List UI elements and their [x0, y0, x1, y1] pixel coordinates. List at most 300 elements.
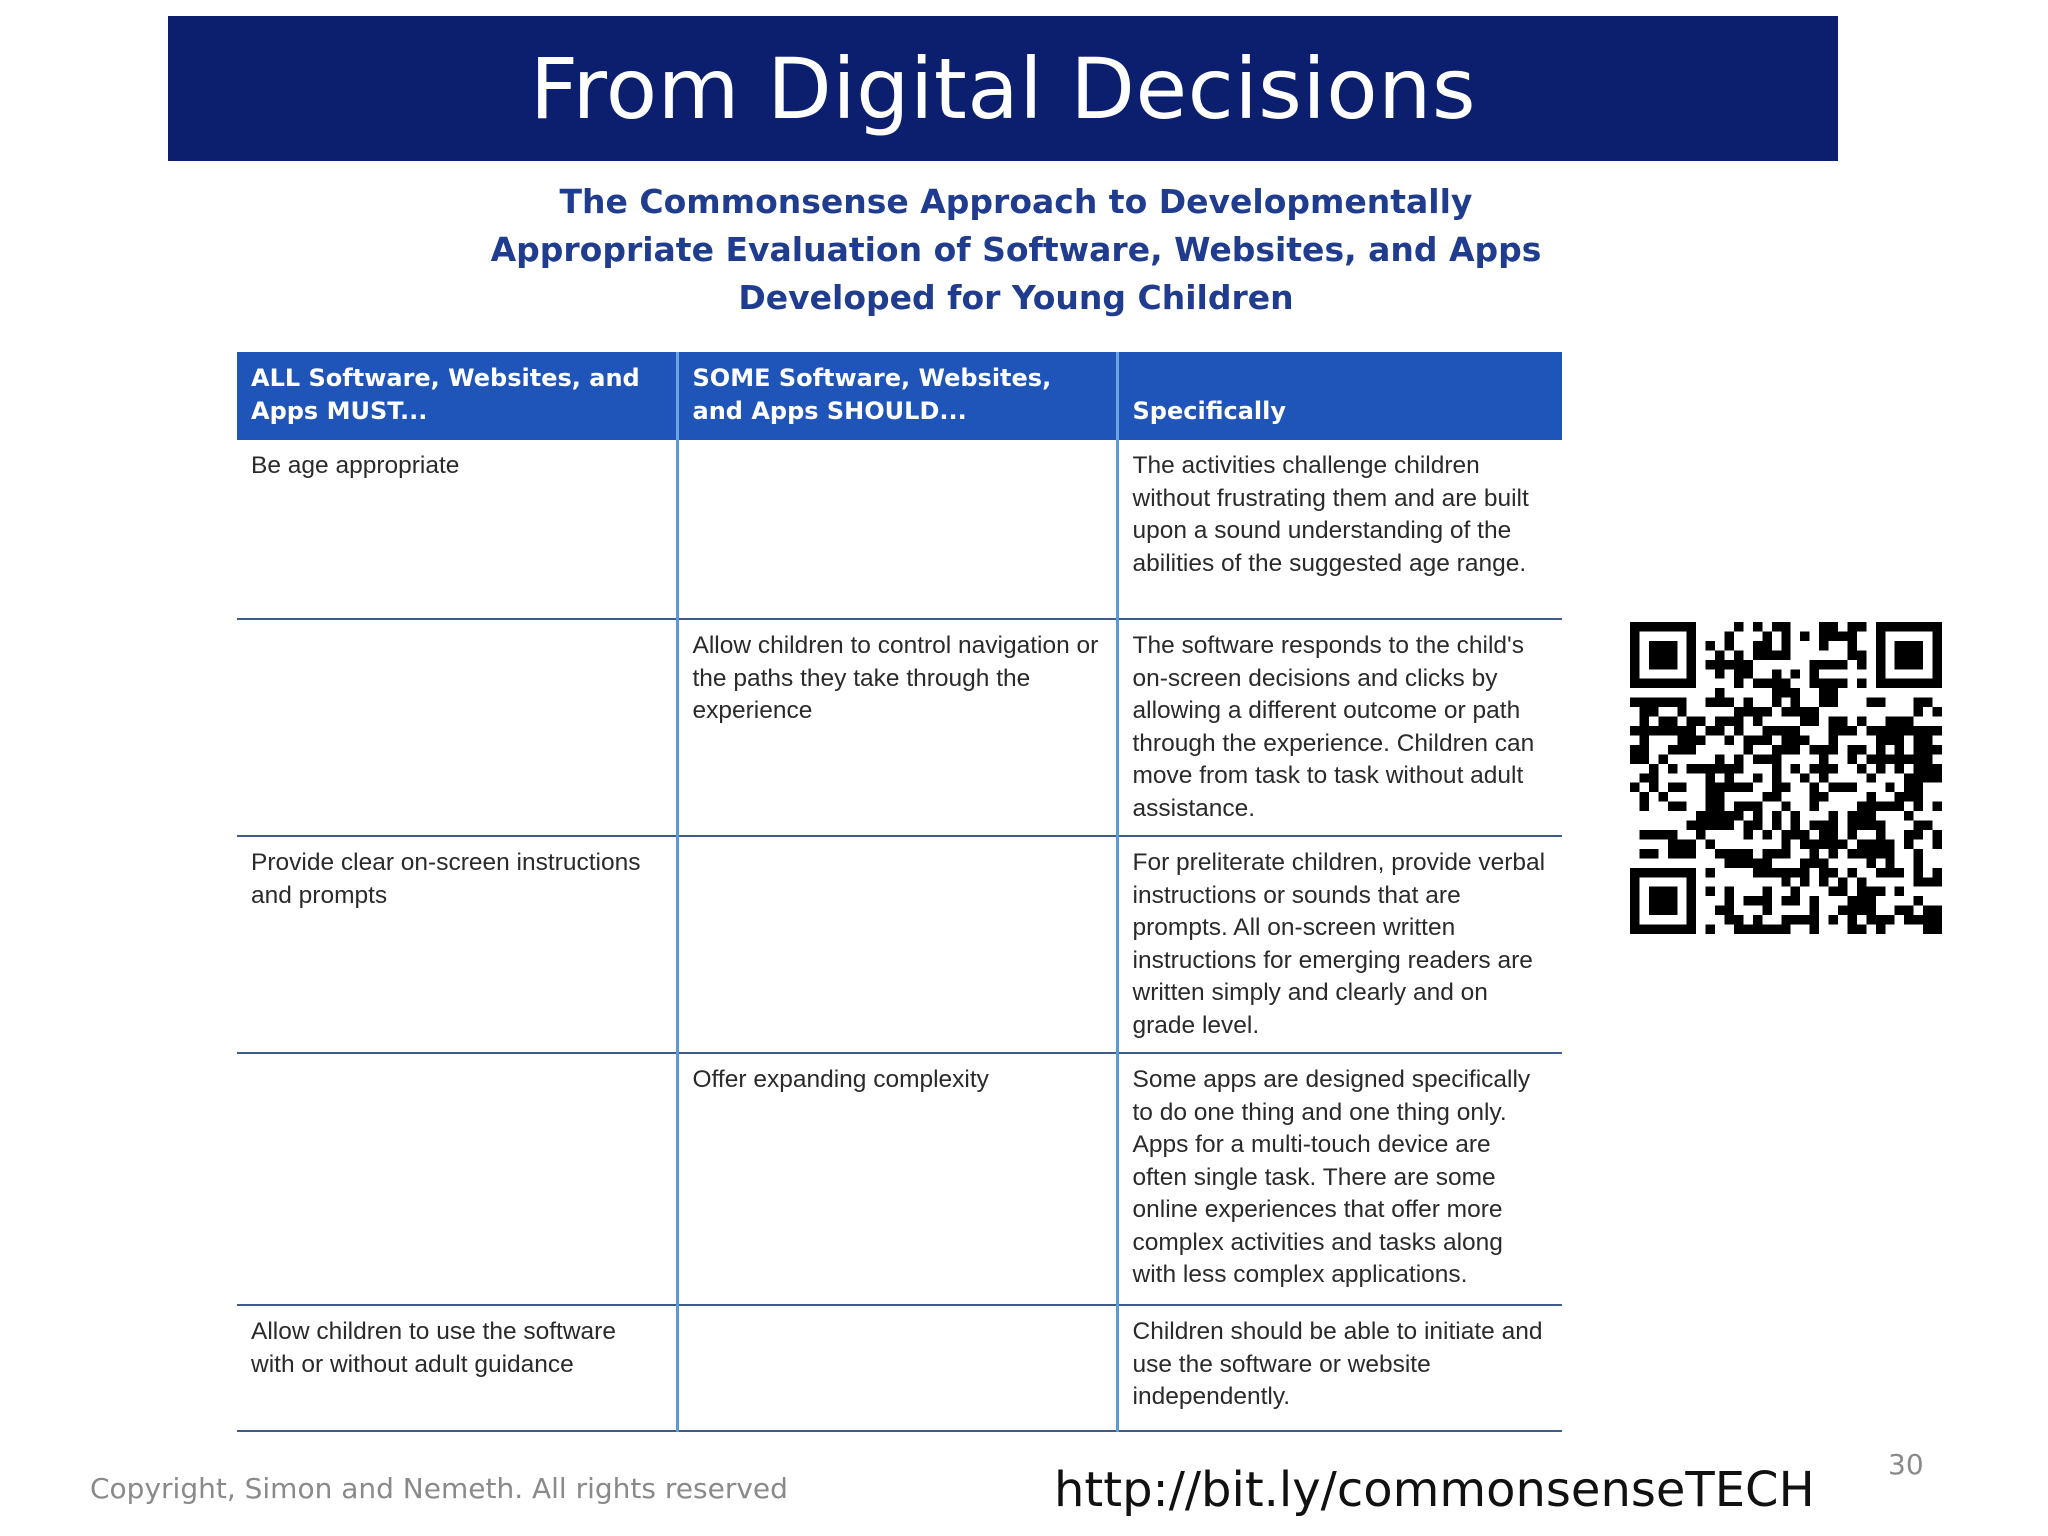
qr-module — [1866, 773, 1875, 782]
qr-module — [1810, 896, 1819, 905]
qr-module — [1819, 792, 1828, 801]
qr-module — [1885, 679, 1894, 688]
qr-module — [1895, 764, 1904, 773]
qr-module — [1649, 896, 1658, 905]
qr-module — [1715, 717, 1724, 726]
qr-module — [1876, 868, 1885, 877]
qr-module — [1866, 726, 1875, 735]
qr-module — [1781, 830, 1790, 839]
cell-must: Provide clear on-screen instructions and prompts — [237, 836, 677, 1053]
qr-module — [1876, 726, 1885, 735]
qr-module — [1819, 698, 1828, 707]
qr-module — [1743, 802, 1752, 811]
qr-module — [1876, 745, 1885, 754]
qr-module — [1933, 802, 1942, 811]
qr-module — [1800, 717, 1809, 726]
qr-module — [1876, 764, 1885, 773]
qr-module — [1904, 906, 1913, 915]
qr-module — [1630, 726, 1639, 735]
qr-module — [1706, 783, 1715, 792]
qr-module — [1668, 660, 1677, 669]
qr-module — [1696, 717, 1705, 726]
qr-module — [1791, 698, 1800, 707]
qr-module — [1847, 849, 1856, 858]
qr-module — [1819, 821, 1828, 830]
qr-module — [1791, 821, 1800, 830]
qr-module — [1895, 641, 1904, 650]
qr-module — [1885, 717, 1894, 726]
qr-module — [1866, 802, 1875, 811]
qr-module — [1885, 622, 1894, 631]
qr-module — [1630, 887, 1639, 896]
qr-module — [1895, 754, 1904, 763]
qr-module — [1895, 650, 1904, 659]
qr-module — [1866, 811, 1875, 820]
qr-module — [1649, 849, 1658, 858]
qr-module — [1772, 669, 1781, 678]
qr-module — [1658, 679, 1667, 688]
qr-module — [1649, 660, 1658, 669]
qr-module — [1933, 877, 1942, 886]
qr-module — [1743, 735, 1752, 744]
qr-module — [1904, 830, 1913, 839]
qr-module — [1677, 707, 1686, 716]
qr-module — [1762, 679, 1771, 688]
qr-module — [1725, 896, 1734, 905]
qr-module — [1677, 839, 1686, 848]
qr-module — [1734, 622, 1743, 631]
qr-module — [1800, 877, 1809, 886]
qr-module — [1772, 849, 1781, 858]
qr-module — [1734, 754, 1743, 763]
qr-module — [1800, 915, 1809, 924]
qr-module — [1933, 679, 1942, 688]
qr-module — [1743, 925, 1752, 934]
table-row — [237, 619, 1562, 836]
qr-module — [1857, 839, 1866, 848]
qr-module — [1772, 679, 1781, 688]
qr-module — [1933, 839, 1942, 848]
qr-module — [1800, 735, 1809, 744]
qr-module — [1895, 660, 1904, 669]
qr-module — [1687, 906, 1696, 915]
qr-module — [1914, 679, 1923, 688]
qr-module — [1762, 868, 1771, 877]
qr-module — [1847, 745, 1856, 754]
qr-module — [1649, 783, 1658, 792]
qr-module — [1781, 688, 1790, 697]
qr-module — [1687, 735, 1696, 744]
qr-module — [1762, 830, 1771, 839]
qr-module — [1800, 707, 1809, 716]
qr-module — [1639, 849, 1648, 858]
qr-module — [1923, 773, 1932, 782]
qr-module — [1762, 887, 1771, 896]
qr-module — [1885, 783, 1894, 792]
qr-module — [1781, 650, 1790, 659]
qr-module — [1819, 839, 1828, 848]
qr-module — [1781, 735, 1790, 744]
qr-module — [1734, 802, 1743, 811]
qr-module — [1857, 660, 1866, 669]
qr-module — [1715, 802, 1724, 811]
qr-module — [1715, 660, 1724, 669]
qr-module — [1677, 868, 1686, 877]
qr-module — [1829, 783, 1838, 792]
qr-module — [1639, 745, 1648, 754]
qr-module — [1791, 669, 1800, 678]
qr-module — [1781, 707, 1790, 716]
qr-module — [1847, 631, 1856, 640]
qr-module — [1725, 915, 1734, 924]
qr-module — [1725, 858, 1734, 867]
qr-module — [1885, 849, 1894, 858]
qr-module — [1829, 764, 1838, 773]
qr-module — [1630, 622, 1639, 631]
qr-module — [1838, 631, 1847, 640]
qr-module — [1781, 783, 1790, 792]
qr-module — [1847, 811, 1856, 820]
qr-module — [1743, 745, 1752, 754]
commonsense-link[interactable]: http://bit.ly/commonsenseTECH — [1054, 1462, 1815, 1518]
qr-module — [1668, 887, 1677, 896]
cell-specifically: For preliterate children, provide verbal instructions or sounds that are prompts. All on-screen written instructions for emerging readers are written simply and clearly and on grade level. — [1117, 836, 1562, 1053]
qr-module — [1781, 726, 1790, 735]
qr-module — [1753, 717, 1762, 726]
qr-module — [1649, 906, 1658, 915]
qr-module — [1791, 868, 1800, 877]
qr-module — [1876, 650, 1885, 659]
qr-module — [1866, 821, 1875, 830]
qr-module — [1895, 745, 1904, 754]
qr-code-icon[interactable] — [1630, 622, 1942, 934]
qr-module — [1904, 783, 1913, 792]
qr-module — [1819, 641, 1828, 650]
qr-module — [1885, 754, 1894, 763]
qr-module — [1895, 906, 1904, 915]
qr-module — [1781, 839, 1790, 848]
qr-module — [1904, 660, 1913, 669]
qr-module — [1687, 631, 1696, 640]
qr-module — [1772, 622, 1781, 631]
qr-module — [1810, 858, 1819, 867]
qr-module — [1668, 896, 1677, 905]
qr-module — [1753, 868, 1762, 877]
qr-module — [1658, 641, 1667, 650]
qr-module — [1762, 641, 1771, 650]
qr-module — [1762, 707, 1771, 716]
qr-module — [1630, 783, 1639, 792]
qr-module — [1639, 868, 1648, 877]
qr-module — [1829, 726, 1838, 735]
qr-module — [1914, 821, 1923, 830]
qr-module — [1762, 925, 1771, 934]
qr-module — [1668, 679, 1677, 688]
qr-module — [1876, 821, 1885, 830]
qr-module — [1706, 925, 1715, 934]
qr-module — [1734, 650, 1743, 659]
qr-module — [1866, 896, 1875, 905]
qr-module — [1914, 783, 1923, 792]
qr-module — [1668, 839, 1677, 848]
qr-module — [1658, 887, 1667, 896]
qr-module — [1715, 688, 1724, 697]
qr-module — [1687, 839, 1696, 848]
qr-module — [1658, 660, 1667, 669]
evaluation-table — [237, 352, 1562, 1432]
qr-module — [1658, 906, 1667, 915]
qr-module — [1772, 811, 1781, 820]
qr-module — [1734, 717, 1743, 726]
qr-module — [1791, 830, 1800, 839]
qr-module — [1687, 821, 1696, 830]
qr-module — [1658, 650, 1667, 659]
qr-module — [1829, 887, 1838, 896]
qr-module — [1687, 660, 1696, 669]
qr-module — [1725, 631, 1734, 640]
qr-module — [1706, 698, 1715, 707]
qr-module — [1914, 641, 1923, 650]
qr-module — [1800, 830, 1809, 839]
qr-module — [1866, 915, 1875, 924]
qr-module — [1791, 896, 1800, 905]
qr-module — [1904, 726, 1913, 735]
qr-module — [1914, 915, 1923, 924]
qr-module — [1753, 650, 1762, 659]
qr-module — [1649, 650, 1658, 659]
qr-module — [1847, 830, 1856, 839]
qr-module — [1715, 792, 1724, 801]
qr-module — [1762, 792, 1771, 801]
qr-module — [1743, 821, 1752, 830]
qr-module — [1876, 622, 1885, 631]
qr-module — [1630, 660, 1639, 669]
qr-module — [1687, 849, 1696, 858]
qr-module — [1772, 925, 1781, 934]
qr-module — [1923, 622, 1932, 631]
qr-module — [1762, 906, 1771, 915]
qr-module — [1658, 925, 1667, 934]
qr-module — [1696, 735, 1705, 744]
qr-module — [1706, 821, 1715, 830]
qr-module — [1630, 915, 1639, 924]
qr-module — [1668, 698, 1677, 707]
qr-module — [1743, 830, 1752, 839]
qr-module — [1706, 887, 1715, 896]
qr-module — [1781, 802, 1790, 811]
qr-module — [1847, 925, 1856, 934]
qr-module — [1914, 622, 1923, 631]
qr-module — [1658, 698, 1667, 707]
qr-module — [1800, 631, 1809, 640]
qr-module — [1639, 802, 1648, 811]
qr-module — [1904, 717, 1913, 726]
qr-module — [1914, 707, 1923, 716]
qr-module — [1725, 641, 1734, 650]
qr-module — [1781, 925, 1790, 934]
qr-module — [1914, 745, 1923, 754]
qr-module — [1923, 764, 1932, 773]
qr-module — [1914, 764, 1923, 773]
qr-module — [1781, 868, 1790, 877]
qr-module — [1677, 802, 1686, 811]
qr-module — [1668, 641, 1677, 650]
qr-module — [1753, 925, 1762, 934]
cell-specifically: Some apps are designed specifically to do one thing and one thing only. Apps for a multi-touch device are often single task. There are some online experiences that offer more complex activities and tasks along with less complex applications. — [1117, 1053, 1562, 1305]
qr-module — [1725, 811, 1734, 820]
qr-module — [1876, 849, 1885, 858]
qr-module — [1847, 783, 1856, 792]
table-row — [237, 1305, 1562, 1431]
qr-module — [1753, 811, 1762, 820]
qr-module — [1706, 773, 1715, 782]
qr-module — [1914, 650, 1923, 659]
qr-module — [1819, 745, 1828, 754]
qr-module — [1923, 698, 1932, 707]
qr-module — [1725, 764, 1734, 773]
qr-module — [1753, 735, 1762, 744]
qr-module — [1857, 906, 1866, 915]
qr-module — [1819, 764, 1828, 773]
header-should: SOME Software, Websites, and Apps SHOULD... — [677, 352, 1117, 440]
qr-module — [1772, 868, 1781, 877]
qr-module — [1639, 679, 1648, 688]
qr-module — [1791, 726, 1800, 735]
heading-line: Appropriate Evaluation of Software, Websites, and Apps — [490, 230, 1542, 269]
qr-module — [1866, 906, 1875, 915]
header-specifically: Specifically — [1117, 352, 1562, 440]
qr-module — [1772, 764, 1781, 773]
qr-module — [1876, 915, 1885, 924]
qr-module — [1847, 868, 1856, 877]
qr-module — [1668, 830, 1677, 839]
qr-module — [1743, 783, 1752, 792]
qr-module — [1810, 792, 1819, 801]
qr-module — [1876, 669, 1885, 678]
qr-module — [1895, 726, 1904, 735]
qr-module — [1715, 650, 1724, 659]
qr-module — [1857, 764, 1866, 773]
qr-module — [1753, 622, 1762, 631]
qr-module — [1706, 660, 1715, 669]
qr-module — [1819, 679, 1828, 688]
qr-module — [1904, 622, 1913, 631]
qr-module — [1819, 754, 1828, 763]
qr-module — [1933, 641, 1942, 650]
cell-must — [237, 619, 677, 836]
cell-must: Allow children to use the software with or without adult guidance — [237, 1305, 677, 1431]
qr-module — [1819, 688, 1828, 697]
qr-module — [1706, 792, 1715, 801]
qr-module — [1923, 877, 1932, 886]
qr-module — [1639, 773, 1648, 782]
qr-module — [1725, 717, 1734, 726]
qr-module — [1734, 679, 1743, 688]
qr-module — [1649, 773, 1658, 782]
qr-module — [1810, 764, 1819, 773]
qr-module — [1753, 707, 1762, 716]
qr-module — [1649, 679, 1658, 688]
qr-module — [1677, 735, 1686, 744]
qr-module — [1715, 821, 1724, 830]
qr-module — [1847, 650, 1856, 659]
qr-module — [1734, 858, 1743, 867]
qr-module — [1876, 631, 1885, 640]
qr-module — [1895, 735, 1904, 744]
qr-module — [1677, 679, 1686, 688]
qr-module — [1857, 679, 1866, 688]
qr-module — [1687, 896, 1696, 905]
qr-module — [1687, 868, 1696, 877]
qr-module — [1753, 802, 1762, 811]
slide-title: From Digital Decisions — [529, 39, 1477, 138]
qr-module — [1781, 622, 1790, 631]
qr-module — [1857, 896, 1866, 905]
qr-module — [1772, 792, 1781, 801]
qr-module — [1829, 631, 1838, 640]
qr-module — [1687, 650, 1696, 659]
qr-module — [1810, 802, 1819, 811]
qr-module — [1687, 679, 1696, 688]
qr-module — [1829, 821, 1838, 830]
qr-module — [1734, 915, 1743, 924]
qr-module — [1753, 915, 1762, 924]
qr-module — [1847, 915, 1856, 924]
table-row — [237, 440, 1562, 619]
qr-module — [1696, 811, 1705, 820]
cell-specifically: The software responds to the child's on-screen decisions and clicks by allowing a different outcome or path through the experience. Children can move from task to task without adult assistance. — [1117, 619, 1562, 836]
qr-module — [1753, 821, 1762, 830]
qr-module — [1933, 726, 1942, 735]
qr-module — [1819, 622, 1828, 631]
qr-module — [1630, 679, 1639, 688]
qr-module — [1781, 745, 1790, 754]
qr-module — [1668, 764, 1677, 773]
qr-module — [1658, 792, 1667, 801]
qr-module — [1687, 622, 1696, 631]
qr-module — [1933, 660, 1942, 669]
qr-module — [1630, 896, 1639, 905]
qr-module — [1876, 802, 1885, 811]
qr-module — [1639, 698, 1648, 707]
qr-module — [1847, 906, 1856, 915]
qr-module — [1668, 783, 1677, 792]
qr-module — [1829, 745, 1838, 754]
qr-module — [1829, 698, 1838, 707]
qr-module — [1753, 858, 1762, 867]
qr-module — [1923, 754, 1932, 763]
qr-module — [1800, 839, 1809, 848]
qr-module — [1914, 735, 1923, 744]
qr-module — [1715, 849, 1724, 858]
qr-module — [1829, 660, 1838, 669]
qr-module — [1829, 688, 1838, 697]
qr-module — [1876, 925, 1885, 934]
qr-module — [1904, 839, 1913, 848]
qr-module — [1772, 783, 1781, 792]
qr-module — [1762, 858, 1771, 867]
heading-line: The Commonsense Approach to Developmentally — [559, 182, 1473, 221]
qr-module — [1734, 669, 1743, 678]
qr-module — [1630, 754, 1639, 763]
qr-module — [1885, 868, 1894, 877]
qr-module — [1649, 698, 1658, 707]
qr-module — [1791, 688, 1800, 697]
qr-module — [1687, 669, 1696, 678]
qr-module — [1810, 669, 1819, 678]
qr-module — [1838, 660, 1847, 669]
qr-module — [1639, 735, 1648, 744]
